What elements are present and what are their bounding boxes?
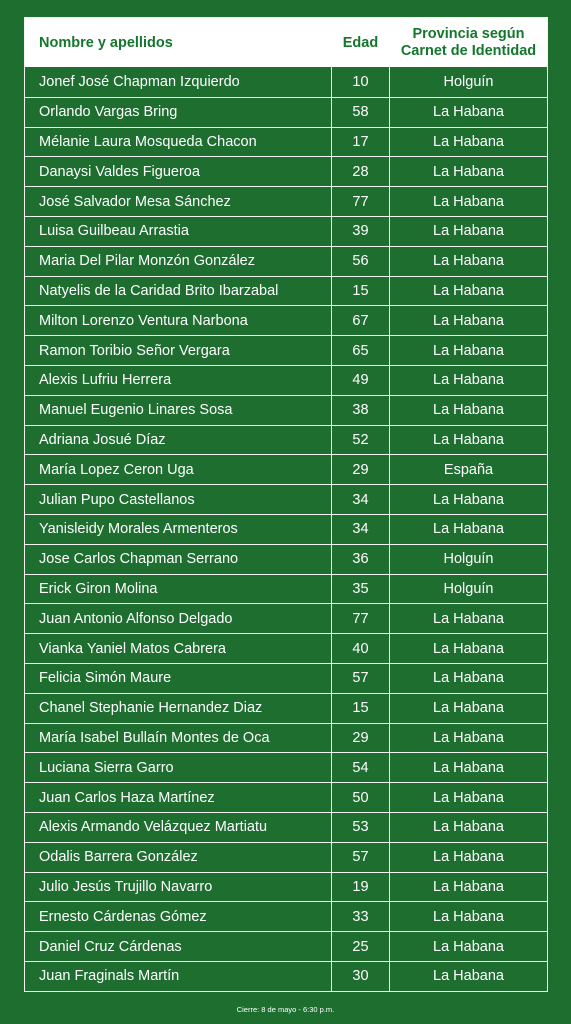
header-province-line2: Carnet de Identidad xyxy=(400,42,537,59)
header-name: Nombre y apellidos xyxy=(39,34,173,51)
cell-name: Maria Del Pilar Monzón González xyxy=(39,253,255,270)
cell-age: 50 xyxy=(331,783,390,812)
cell-name: Adriana Josué Díaz xyxy=(39,431,166,448)
cell-province: La Habana xyxy=(433,253,504,270)
cell-province: La Habana xyxy=(433,133,504,150)
cell-province: Holguín xyxy=(443,551,494,568)
cell-name: Luisa Guilbeau Arrastia xyxy=(39,223,189,240)
cell-province: La Habana xyxy=(433,610,504,627)
table-row xyxy=(25,484,547,514)
header-province xyxy=(390,18,547,67)
cell-province: La Habana xyxy=(433,104,504,121)
table-row xyxy=(25,365,547,395)
cell-province: Holguín xyxy=(443,580,494,597)
cell-province: La Habana xyxy=(433,729,504,746)
table-row xyxy=(25,723,547,753)
table-row xyxy=(25,186,547,216)
cell-name: José Salvador Mesa Sánchez xyxy=(39,193,231,210)
cell-age: 54 xyxy=(331,753,390,782)
cell-name: Mélanie Laura Mosqueda Chacon xyxy=(39,133,257,150)
cell-province: La Habana xyxy=(433,819,504,836)
cell-name: Juan Fraginals Martín xyxy=(39,968,180,985)
cell-name: Alexis Armando Velázquez Martiatu xyxy=(39,819,268,836)
cell-province: La Habana xyxy=(433,670,504,687)
table-row xyxy=(25,603,547,633)
cell-province: La Habana xyxy=(433,402,504,419)
cell-name: María Isabel Bullaín Montes de Oca xyxy=(39,729,270,746)
cell-name: Manuel Eugenio Linares Sosa xyxy=(39,402,233,419)
table-row xyxy=(25,305,547,335)
cell-age: 30 xyxy=(331,962,390,991)
cell-age: 15 xyxy=(331,277,390,306)
cell-name: Erick Giron Molina xyxy=(39,580,158,597)
cell-name: Jonef José Chapman Izquierdo xyxy=(39,73,240,90)
table-row xyxy=(25,156,547,186)
table-header xyxy=(25,18,547,67)
cell-age: 57 xyxy=(331,664,390,693)
cell-province: La Habana xyxy=(433,312,504,329)
cell-province: La Habana xyxy=(433,849,504,866)
cell-age: 38 xyxy=(331,396,390,425)
cell-age: 57 xyxy=(331,843,390,872)
cell-province: España xyxy=(443,461,494,478)
cell-province: La Habana xyxy=(433,431,504,448)
cell-age: 28 xyxy=(331,157,390,186)
table-row xyxy=(25,842,547,872)
cell-province: La Habana xyxy=(433,700,504,717)
table-row xyxy=(25,782,547,812)
cell-age: 36 xyxy=(331,545,390,574)
table-row xyxy=(25,931,547,961)
cell-province: La Habana xyxy=(433,759,504,776)
cell-name: Orlando Vargas Bring xyxy=(39,104,178,121)
cell-age: 77 xyxy=(331,187,390,216)
table-row xyxy=(25,454,547,484)
cell-name: Juan Carlos Haza Martínez xyxy=(39,789,215,806)
table-row xyxy=(25,216,547,246)
cell-name: Julian Pupo Castellanos xyxy=(39,491,195,508)
cell-age: 58 xyxy=(331,98,390,127)
cell-age: 10 xyxy=(331,67,390,97)
cell-name: Juan Antonio Alfonso Delgado xyxy=(39,610,233,627)
table-row xyxy=(25,127,547,157)
cell-age: 34 xyxy=(331,485,390,514)
cell-name: Vianka Yaniel Matos Cabrera xyxy=(39,640,226,657)
cell-province: La Habana xyxy=(433,491,504,508)
cell-age: 56 xyxy=(331,247,390,276)
cell-age: 17 xyxy=(331,128,390,157)
cell-name: Yanisleidy Morales Armenteros xyxy=(39,521,238,538)
table-row xyxy=(25,425,547,455)
cell-name: Ramon Toribio Señor Vergara xyxy=(39,342,230,359)
cell-name: Daniel Cruz Cárdenas xyxy=(39,938,182,955)
table-row xyxy=(25,872,547,902)
table-row xyxy=(25,97,547,127)
cell-age: 29 xyxy=(331,455,390,484)
closing-note: Cierre: 8 de mayo - 6:30 p.m. xyxy=(236,1005,335,1014)
cell-province: La Habana xyxy=(433,372,504,389)
cell-age: 65 xyxy=(331,336,390,365)
cell-age: 34 xyxy=(331,515,390,544)
table-row xyxy=(25,693,547,723)
cell-province: La Habana xyxy=(433,789,504,806)
cell-age: 77 xyxy=(331,604,390,633)
cell-province: La Habana xyxy=(433,878,504,895)
table-row xyxy=(25,514,547,544)
table-row xyxy=(25,961,547,991)
cell-province: La Habana xyxy=(433,968,504,985)
cell-province: La Habana xyxy=(433,342,504,359)
cell-province: La Habana xyxy=(433,521,504,538)
table-row xyxy=(25,276,547,306)
cell-age: 35 xyxy=(331,575,390,604)
header-age: Edad xyxy=(342,34,379,51)
cell-province: Holguín xyxy=(443,73,494,90)
table-row xyxy=(25,633,547,663)
cell-name: Ernesto Cárdenas Gómez xyxy=(39,908,207,925)
cell-age: 19 xyxy=(331,873,390,902)
cell-province: La Habana xyxy=(433,193,504,210)
cell-province: La Habana xyxy=(433,282,504,299)
cell-name: Chanel Stephanie Hernandez Diaz xyxy=(39,700,263,717)
cell-name: Felicia Simón Maure xyxy=(39,670,172,687)
cell-name: Danaysi Valdes Figueroa xyxy=(39,163,200,180)
cell-age: 29 xyxy=(331,724,390,753)
cell-age: 25 xyxy=(331,932,390,961)
table-body xyxy=(25,67,547,991)
cell-province: La Habana xyxy=(433,640,504,657)
cell-age: 53 xyxy=(331,813,390,842)
cell-name: María Lopez Ceron Uga xyxy=(39,461,194,478)
cell-age: 40 xyxy=(331,634,390,663)
cell-age: 52 xyxy=(331,426,390,455)
cell-province: La Habana xyxy=(433,163,504,180)
table-row xyxy=(25,246,547,276)
cell-age: 33 xyxy=(331,902,390,931)
cell-name: Odalis Barrera González xyxy=(39,849,198,866)
cell-province: La Habana xyxy=(433,223,504,240)
table-row xyxy=(25,574,547,604)
cell-name: Luciana Sierra Garro xyxy=(39,759,174,776)
cell-name: Julio Jesús Trujillo Navarro xyxy=(39,878,213,895)
cell-name: Milton Lorenzo Ventura Narbona xyxy=(39,312,248,329)
cell-name: Alexis Lufriu Herrera xyxy=(39,372,172,389)
cell-name: Jose Carlos Chapman Serrano xyxy=(39,551,239,568)
header-province-line1: Provincia según xyxy=(412,25,525,42)
table-row xyxy=(25,663,547,693)
table-row xyxy=(25,752,547,782)
table-row xyxy=(25,335,547,365)
cell-age: 15 xyxy=(331,694,390,723)
cell-age: 39 xyxy=(331,217,390,246)
table-row xyxy=(25,544,547,574)
cell-age: 49 xyxy=(331,366,390,395)
cell-province: La Habana xyxy=(433,938,504,955)
cell-age: 67 xyxy=(331,306,390,335)
table-row xyxy=(25,395,547,425)
table-row xyxy=(25,67,547,97)
cell-name: Natyelis de la Caridad Brito Ibarzabal xyxy=(39,282,279,299)
cell-province: La Habana xyxy=(433,908,504,925)
table-row xyxy=(25,812,547,842)
table-row xyxy=(25,901,547,931)
victims-table xyxy=(24,17,548,992)
